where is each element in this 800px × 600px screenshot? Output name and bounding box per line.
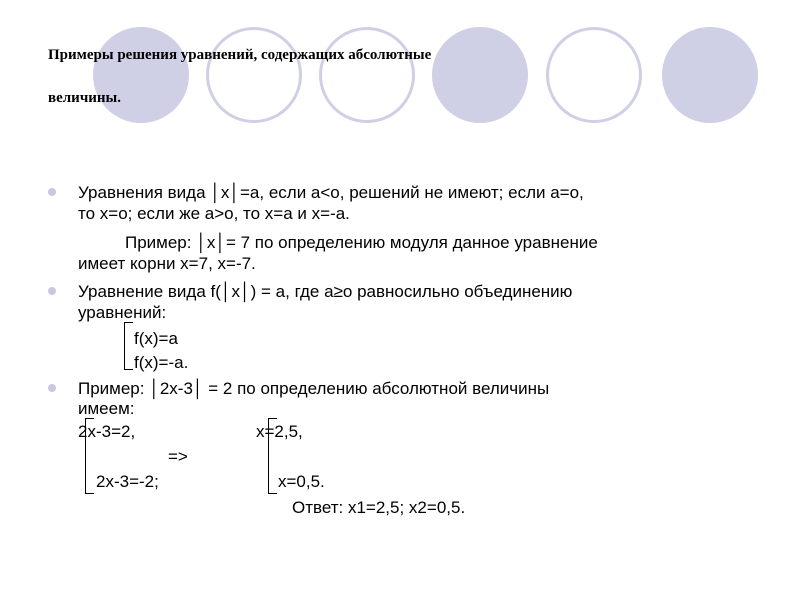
bullet-marker-3 bbox=[48, 384, 56, 392]
bullet3-row2-right: x=0,5. bbox=[278, 472, 325, 491]
slide-title-line1: Примеры решения уравнений, содержащих абсолютные bbox=[48, 47, 432, 63]
bullet3-line1: Пример: │2x-3│ = 2 по определению абсолютной величины bbox=[78, 379, 550, 398]
decor-circle-outline-2 bbox=[319, 27, 415, 123]
example1-line1: Пример: │x│= 7 по определению модуля данное уравнение bbox=[125, 233, 598, 252]
system-bracket bbox=[124, 322, 133, 370]
decor-circle-filled-1 bbox=[93, 27, 189, 123]
bullet-marker-2 bbox=[48, 287, 56, 295]
bullet1-line1: Уравнения вида │x│=a, если а<o, решений не имеют; если а=о, bbox=[78, 183, 584, 202]
bullet2-line2: уравнений: bbox=[78, 303, 167, 322]
decor-circle-outline-3 bbox=[546, 27, 642, 123]
decor-circle-filled-2 bbox=[432, 27, 528, 123]
bullet1-line2: то x=o; если же a>o, то x=a и x=-a. bbox=[78, 204, 350, 223]
bullet3-row1-left: 2x-3=2, bbox=[78, 422, 136, 441]
example1-line2: имеет корни x=7, x=-7. bbox=[78, 254, 256, 273]
bullet3-line2: имеем: bbox=[78, 399, 135, 418]
bullet2-eq2: f(x)=-a. bbox=[134, 353, 189, 372]
bullet3-answer: Ответ: x1=2,5; x2=0,5. bbox=[292, 498, 466, 517]
bullet3-row1-right: x=2,5, bbox=[256, 422, 303, 441]
slide-title-line2: величины. bbox=[48, 90, 122, 106]
bullet3-arrow: => bbox=[168, 447, 188, 466]
bullet3-row2-left: 2x-3=-2; bbox=[96, 472, 159, 491]
bullet2-line1: Уравнение вида f(│x│) = a, где a≥o равносильно объединению bbox=[78, 282, 573, 301]
bullet-marker-1 bbox=[48, 188, 56, 196]
bullet2-eq1: f(x)=a bbox=[134, 329, 178, 348]
decor-circle-outline-1 bbox=[206, 27, 302, 123]
decor-circle-filled-3 bbox=[662, 27, 758, 123]
